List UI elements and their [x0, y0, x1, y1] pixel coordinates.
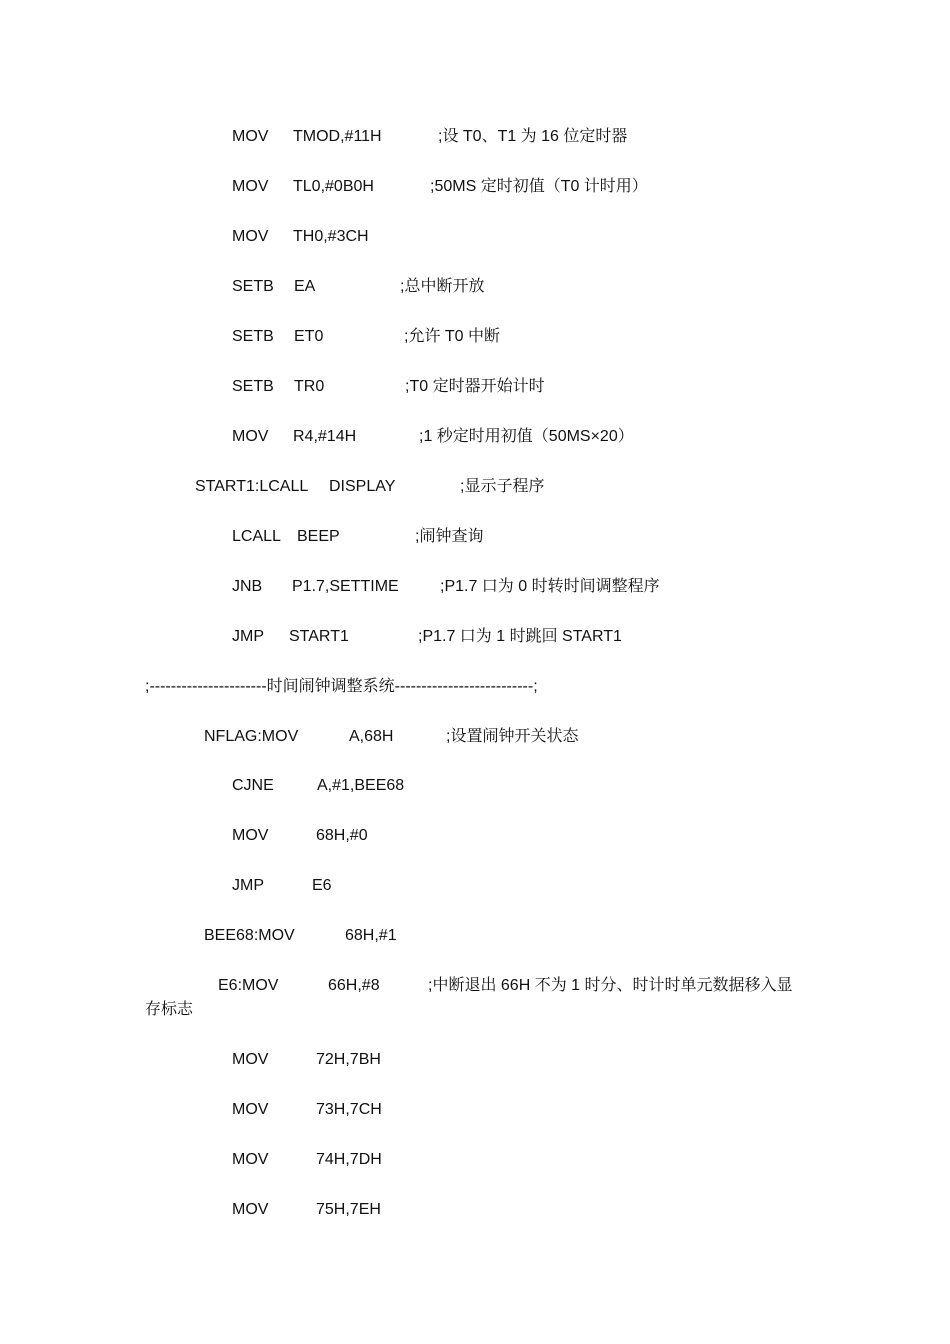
code-line [0, 577, 950, 597]
code-comment: ;P1.7 口为 1 时跳回 START1 [418, 628, 622, 645]
code-comment: ;T0 定时器开始计时 [405, 378, 545, 395]
code-line [0, 1050, 950, 1070]
code-line [0, 127, 950, 147]
code-op: MOV [232, 1201, 269, 1218]
code-args: A,68H [349, 728, 394, 745]
code-line [0, 527, 950, 547]
code-args: TMOD,#11H [293, 128, 382, 145]
code-comment: ;闹钟查询 [415, 528, 484, 545]
code-op: MOV [232, 1051, 269, 1068]
code-line [0, 1150, 950, 1170]
code-args: 75H,7EH [316, 1201, 381, 1218]
code-op: MOV [232, 827, 269, 844]
code-comment: ;显示子程序 [460, 478, 545, 495]
code-op: MOV [232, 178, 269, 195]
code-args: EA [294, 278, 316, 295]
code-comment: ;1 秒定时用初值（50MS×20） [419, 428, 634, 445]
code-op: MOV [232, 1151, 269, 1168]
code-op: SETB [232, 278, 274, 295]
code-line [0, 177, 950, 197]
code-args: TR0 [294, 378, 325, 395]
code-args: 68H,#1 [345, 927, 397, 944]
code-line [0, 477, 950, 497]
code-args: DISPLAY [329, 478, 396, 495]
code-label: NFLAG:MOV [204, 728, 299, 745]
code-args: 72H,7BH [316, 1051, 381, 1068]
code-line [0, 327, 950, 347]
code-op: CJNE [232, 777, 274, 794]
code-args: BEEP [297, 528, 340, 545]
code-args: 74H,7DH [316, 1151, 382, 1168]
code-args: ET0 [294, 328, 324, 345]
code-args: TL0,#0B0H [293, 178, 374, 195]
code-args: E6 [312, 877, 332, 894]
code-args: START1 [289, 628, 349, 645]
code-comment: ;允许 T0 中断 [404, 328, 501, 345]
code-comment: ;设置闹钟开关状态 [446, 728, 579, 745]
code-comment: ;50MS 定时初值（T0 计时用） [430, 178, 648, 195]
code-args: A,#1,BEE68 [317, 777, 405, 794]
code-op: JMP [232, 877, 264, 894]
code-args: 66H,#8 [328, 977, 380, 994]
code-line [0, 427, 950, 447]
code-args: 73H,7CH [316, 1101, 382, 1118]
code-line [0, 627, 950, 647]
code-line [0, 926, 950, 946]
code-line [0, 1200, 950, 1220]
code-args: 68H,#0 [316, 827, 368, 844]
code-args: R4,#14H [293, 428, 357, 445]
code-op: LCALL [232, 528, 281, 545]
code-op: MOV [232, 228, 269, 245]
code-line [0, 727, 950, 747]
code-args: TH0,#3CH [293, 228, 369, 245]
code-op: SETB [232, 378, 274, 395]
code-comment: ;P1.7 口为 0 时转时间调整程序 [440, 578, 660, 595]
code-line [0, 1100, 950, 1120]
code-op: MOV [232, 1101, 269, 1118]
code-op: JNB [232, 578, 263, 595]
comment-continuation: 存标志 [145, 1001, 194, 1018]
code-args: P1.7,SETTIME [292, 578, 399, 595]
code-op: JMP [232, 628, 264, 645]
code-op: SETB [232, 328, 274, 345]
code-line [0, 876, 950, 896]
code-comment: ;中断退出 66H 不为 1 时分、时计时单元数据移入显 [428, 977, 793, 994]
code-op: MOV [232, 128, 269, 145]
code-label: E6:MOV [218, 977, 279, 994]
code-label: START1:LCALL [195, 478, 309, 495]
separator-text: ;----------------------时间闹钟调整系统--------------------------; [145, 678, 538, 695]
code-op: MOV [232, 428, 269, 445]
code-line [0, 227, 950, 247]
section-separator [0, 677, 950, 697]
code-line [0, 776, 950, 796]
code-line [0, 277, 950, 297]
code-line [0, 976, 950, 996]
code-comment: ;设 T0、T1 为 16 位定时器 [438, 128, 628, 145]
code-line [0, 826, 950, 846]
code-comment: ;总中断开放 [400, 278, 485, 295]
code-label: BEE68:MOV [204, 927, 295, 944]
code-line [0, 377, 950, 397]
